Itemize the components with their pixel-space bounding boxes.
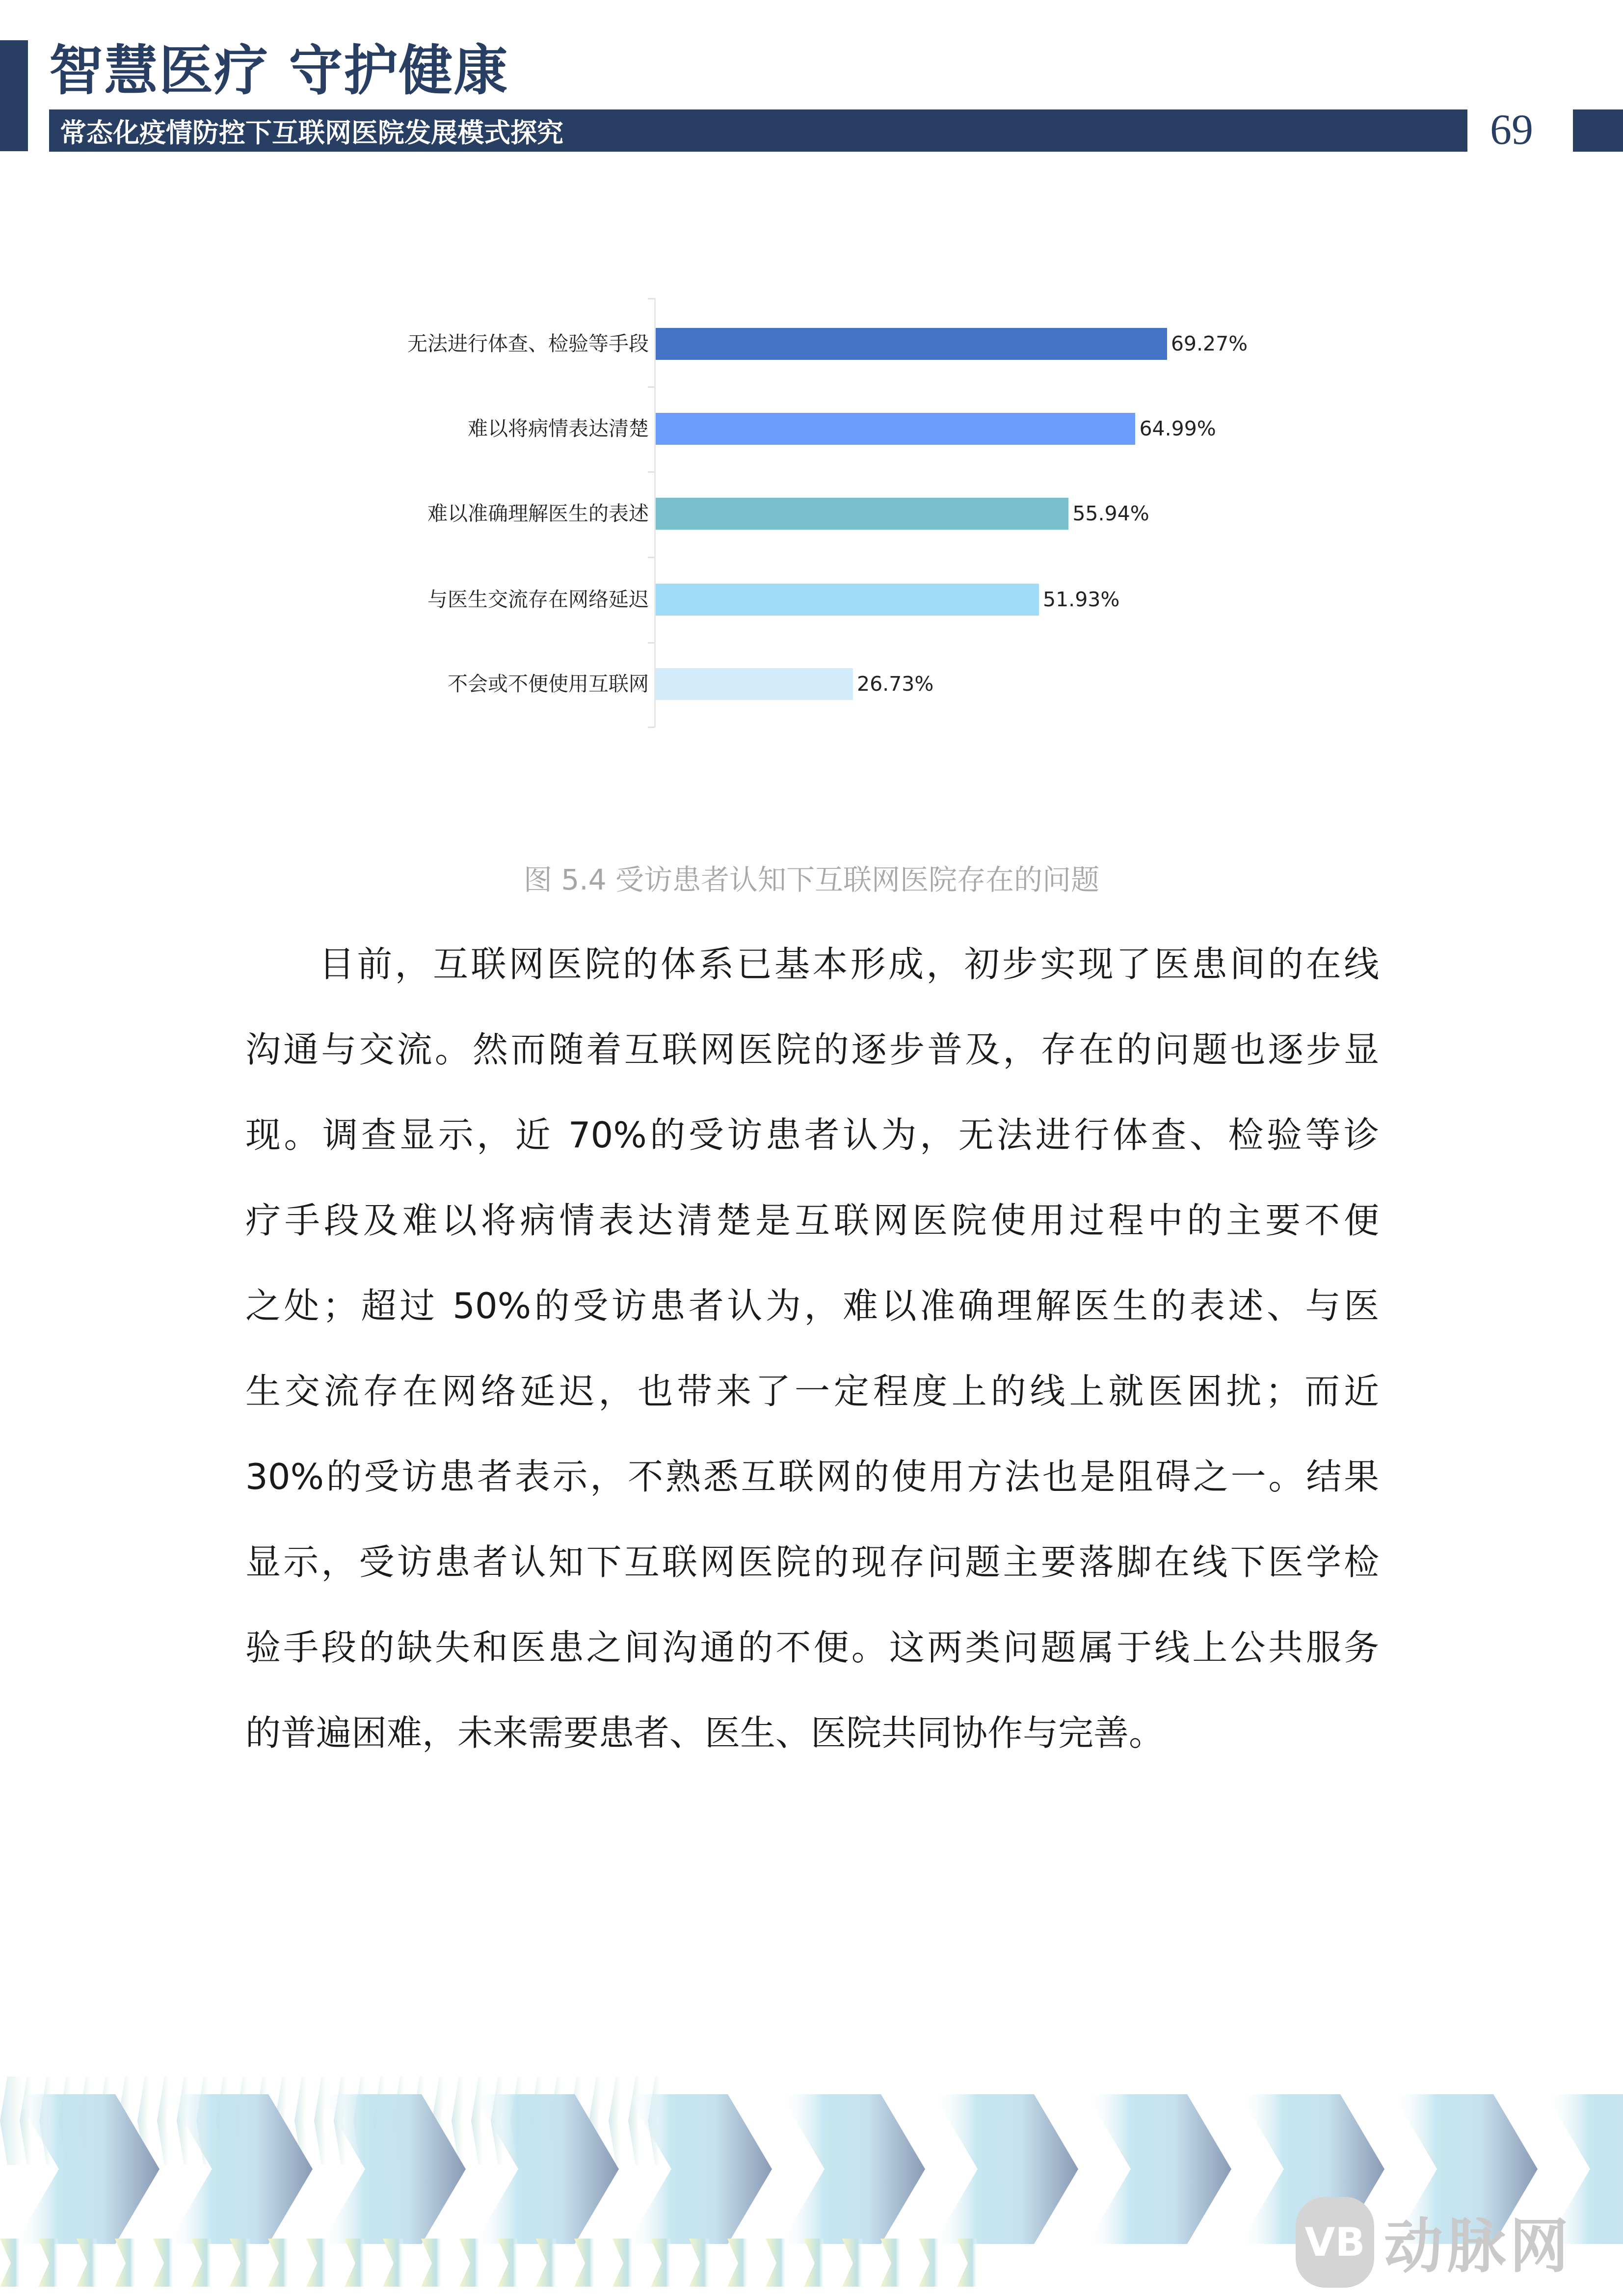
chart-category-label: 难以将病情表达清楚 <box>468 417 649 440</box>
axis-tick <box>648 298 654 299</box>
axis-tick <box>648 386 654 388</box>
chart-category-label: 无法进行体查、检验等手段 <box>407 332 649 355</box>
body-line: 30%的受访患者表示，不熟悉互联网的使用方法也是阻碍之一。结果 <box>245 1456 1379 1497</box>
chart-bar <box>656 498 1068 530</box>
chart-category-label: 与医生交流存在网络延迟 <box>427 588 649 611</box>
chart-bar <box>656 668 853 700</box>
header-subtitle: 常态化疫情防控下互联网医院发展模式探究 <box>60 116 563 148</box>
chart-value-label: 26.73% <box>857 672 934 696</box>
body-line: 之处；超过 50%的受访患者认为，难以准确理解医生的表述、与医 <box>245 1285 1379 1326</box>
body-line: 生交流存在网络延迟，也带来了一定程度上的线上就医困扰；而近 <box>245 1371 1379 1412</box>
watermark-logo-icon: VB <box>1296 2197 1374 2288</box>
body-line: 的普遍困难，未来需要患者、医生、医院共同协作与完善。 <box>245 1712 1165 1754</box>
page-number: 69 <box>1490 106 1533 154</box>
header-title: 智慧医疗 守护健康 <box>49 39 509 102</box>
figure-caption: 图 5.4 受访患者认知下互联网医院存在的问题 <box>523 863 1100 896</box>
axis-tick <box>648 727 654 728</box>
body-line: 现。调查显示，近 70%的受访患者认为，无法进行体查、检验等诊 <box>245 1114 1379 1156</box>
chart-bar <box>656 328 1167 360</box>
chart-value-label: 69.27% <box>1171 332 1248 355</box>
chart-value-label: 64.99% <box>1139 417 1216 440</box>
body-line: 显示，受访患者认知下互联网医院的现存问题主要落脚在线下医学检 <box>245 1541 1379 1583</box>
chart-bar <box>656 413 1135 445</box>
chart-category-label: 不会或不便使用互联网 <box>448 672 649 696</box>
chart-value-label: 55.94% <box>1072 502 1149 525</box>
header-subtitle-banner <box>49 109 1467 152</box>
chart-category-axis <box>654 298 656 728</box>
footer-chevron-decoration <box>0 2062 1623 2296</box>
body-line: 沟通与交流。然而随着互联网医院的逐步普及，存在的问题也逐步显 <box>245 1029 1379 1070</box>
body-line: 疗手段及难以将病情表达清楚是互联网医院使用过程中的主要不便 <box>245 1200 1379 1241</box>
chart-category-label: 难以准确理解医生的表述 <box>427 502 649 525</box>
header-left-accent-bar <box>0 40 28 151</box>
axis-tick <box>648 557 654 558</box>
watermark-text: 动脉网 <box>1384 2213 1572 2281</box>
body-paragraph <box>245 921 1379 1776</box>
body-line: 验手段的缺失和医患之间沟通的不便。这两类问题属于线上公共服务 <box>245 1627 1379 1668</box>
chart-value-label: 51.93% <box>1043 588 1120 611</box>
axis-tick <box>648 471 654 473</box>
chart-bar <box>656 584 1039 616</box>
body-line: 目前，互联网医院的体系已基本形成，初步实现了医患间的在线 <box>319 944 1379 985</box>
header-right-accent-block <box>1573 109 1623 152</box>
axis-tick <box>648 642 654 644</box>
